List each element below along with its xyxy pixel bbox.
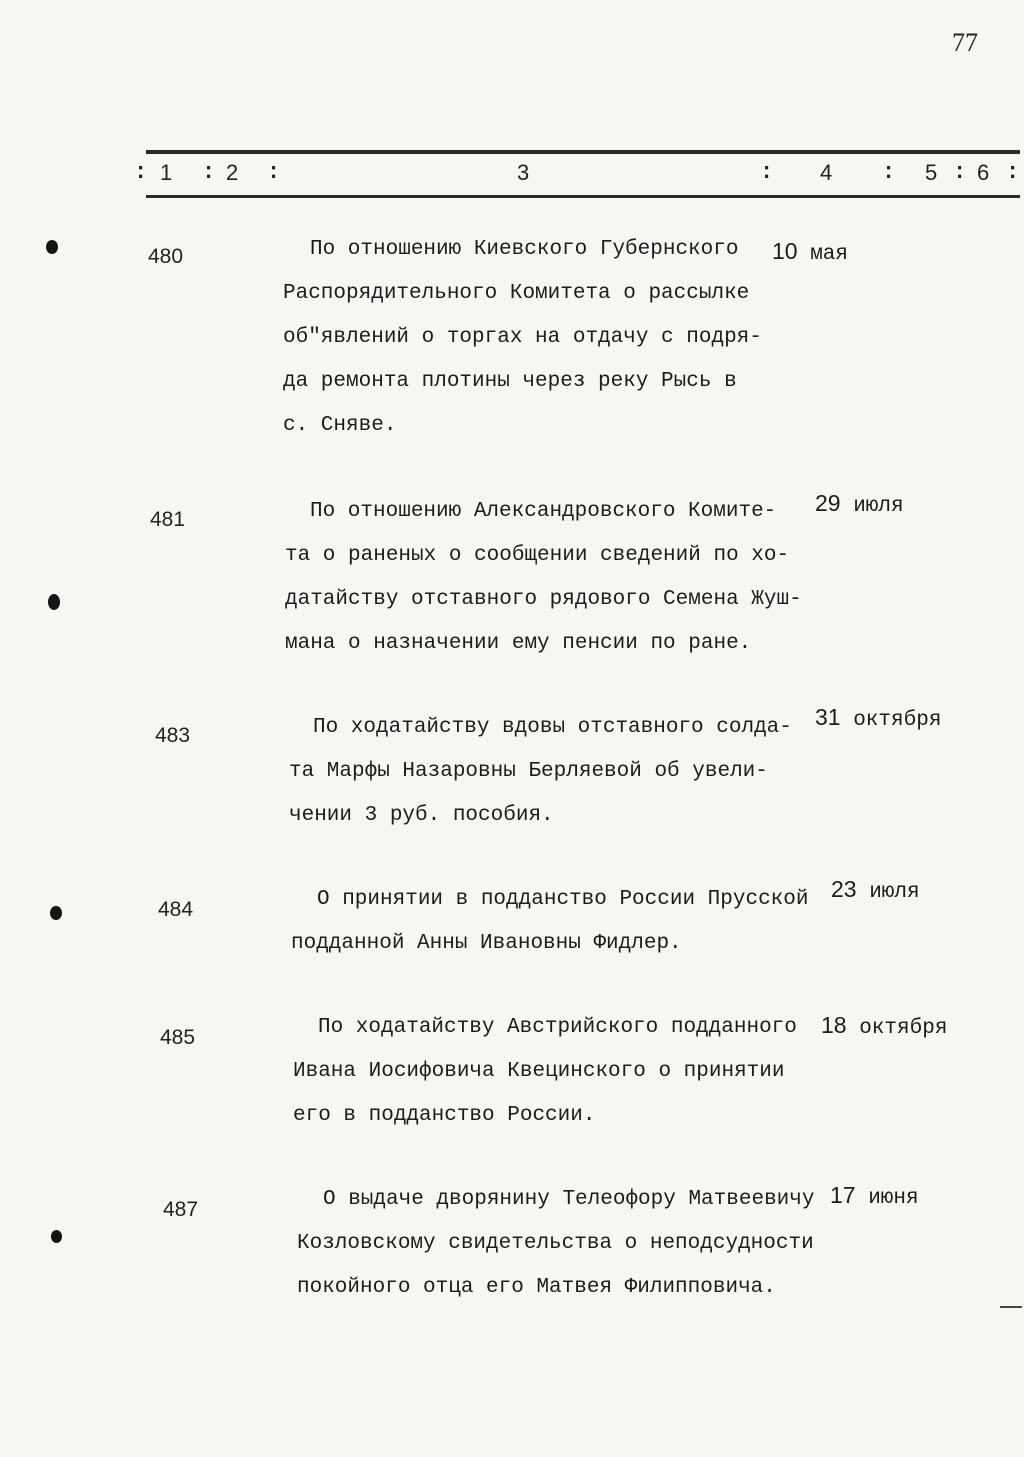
- date-day: 31: [815, 704, 841, 730]
- description-line: та о раненых о сообщении сведений по хо-: [285, 544, 790, 567]
- description-line: датайству отставного рядового Семена Жуш-: [285, 588, 802, 611]
- date-month: июля: [869, 881, 920, 904]
- binding-mark: [48, 594, 60, 610]
- date-day: 29: [815, 490, 841, 516]
- date-day: 10: [772, 238, 798, 264]
- description-line: По отношению Александровского Комите-: [310, 500, 777, 523]
- binding-mark: [46, 240, 58, 254]
- date-month: октября: [853, 709, 942, 732]
- description-line: подданной Анны Ивановны Фидлер.: [291, 932, 682, 955]
- date-day: 18: [821, 1012, 847, 1038]
- header-rule-top: [146, 150, 1020, 154]
- entry-number: 485: [160, 1026, 196, 1049]
- date-day: 17: [830, 1182, 856, 1208]
- header-col-4: 4: [820, 160, 833, 185]
- description-line: По отношению Киевского Губернского: [310, 238, 739, 261]
- entry-number: 487: [163, 1198, 199, 1221]
- header-separator: :: [202, 160, 216, 185]
- description-line: О выдаче дворянину Телеофору Матвеевичу: [323, 1188, 815, 1211]
- binding-mark: [51, 1230, 62, 1243]
- margin-dash: [1000, 1306, 1022, 1308]
- header-col-3: 3: [517, 160, 530, 185]
- header-separator: :: [267, 160, 281, 185]
- description-line: Распорядительного Комитета о рассылке: [283, 282, 750, 305]
- description-line: По ходатайству вдовы отставного солда-: [313, 716, 792, 739]
- date-day: 23: [831, 876, 857, 902]
- date-month: мая: [810, 243, 849, 266]
- header-separator: :: [760, 160, 774, 185]
- header-separator: :: [882, 160, 896, 185]
- entry-date: [821, 1012, 947, 1040]
- description-line: да ремонта плотины через реку Рысь в: [283, 370, 737, 393]
- header-separator: :: [134, 160, 148, 185]
- binding-mark: [50, 906, 62, 920]
- entry-number: 483: [155, 724, 191, 747]
- entry-number: 481: [150, 508, 186, 531]
- description-line: По ходатайству Австрийского подданного: [318, 1016, 797, 1039]
- header-col-2: 2: [226, 160, 239, 185]
- description-line: покойного отца его Матвея Филипповича.: [297, 1276, 776, 1299]
- entry-date: [772, 238, 848, 266]
- date-month: июня: [868, 1187, 919, 1210]
- header-separator: :: [953, 160, 967, 185]
- header-col-5: 5: [925, 160, 938, 185]
- description-line: та Марфы Назаровны Берляевой об увели-: [289, 760, 768, 783]
- description-line: с. Сняве.: [283, 414, 397, 437]
- date-month: июля: [853, 495, 904, 518]
- header-separator: :: [1006, 160, 1020, 185]
- entry-date: [815, 490, 904, 518]
- description-line: Ивана Иосифовича Квецинского о принятии: [293, 1060, 785, 1083]
- entry-number: 484: [158, 898, 194, 921]
- header-rule-bottom: [146, 195, 1020, 198]
- header-col-1: 1: [160, 160, 173, 185]
- entry-date: [830, 1182, 919, 1210]
- description-line: чении 3 руб. пособия.: [289, 804, 554, 827]
- entry-date: [831, 876, 920, 904]
- date-month: октября: [859, 1017, 948, 1040]
- entry-date: [815, 704, 941, 732]
- entry-number: 480: [148, 245, 184, 268]
- description-line: мана о назначении ему пенсии по ране.: [285, 632, 752, 655]
- description-line: его в подданство России.: [293, 1104, 596, 1127]
- page-number: 77: [952, 28, 978, 57]
- description-line: О принятии в подданство России Прусской: [317, 888, 809, 911]
- description-line: Козловскому свидетельства о неподсудности: [297, 1232, 814, 1255]
- header-col-6: 6: [977, 160, 990, 185]
- description-line: об"явлений о торгах на отдачу с подря-: [283, 326, 762, 349]
